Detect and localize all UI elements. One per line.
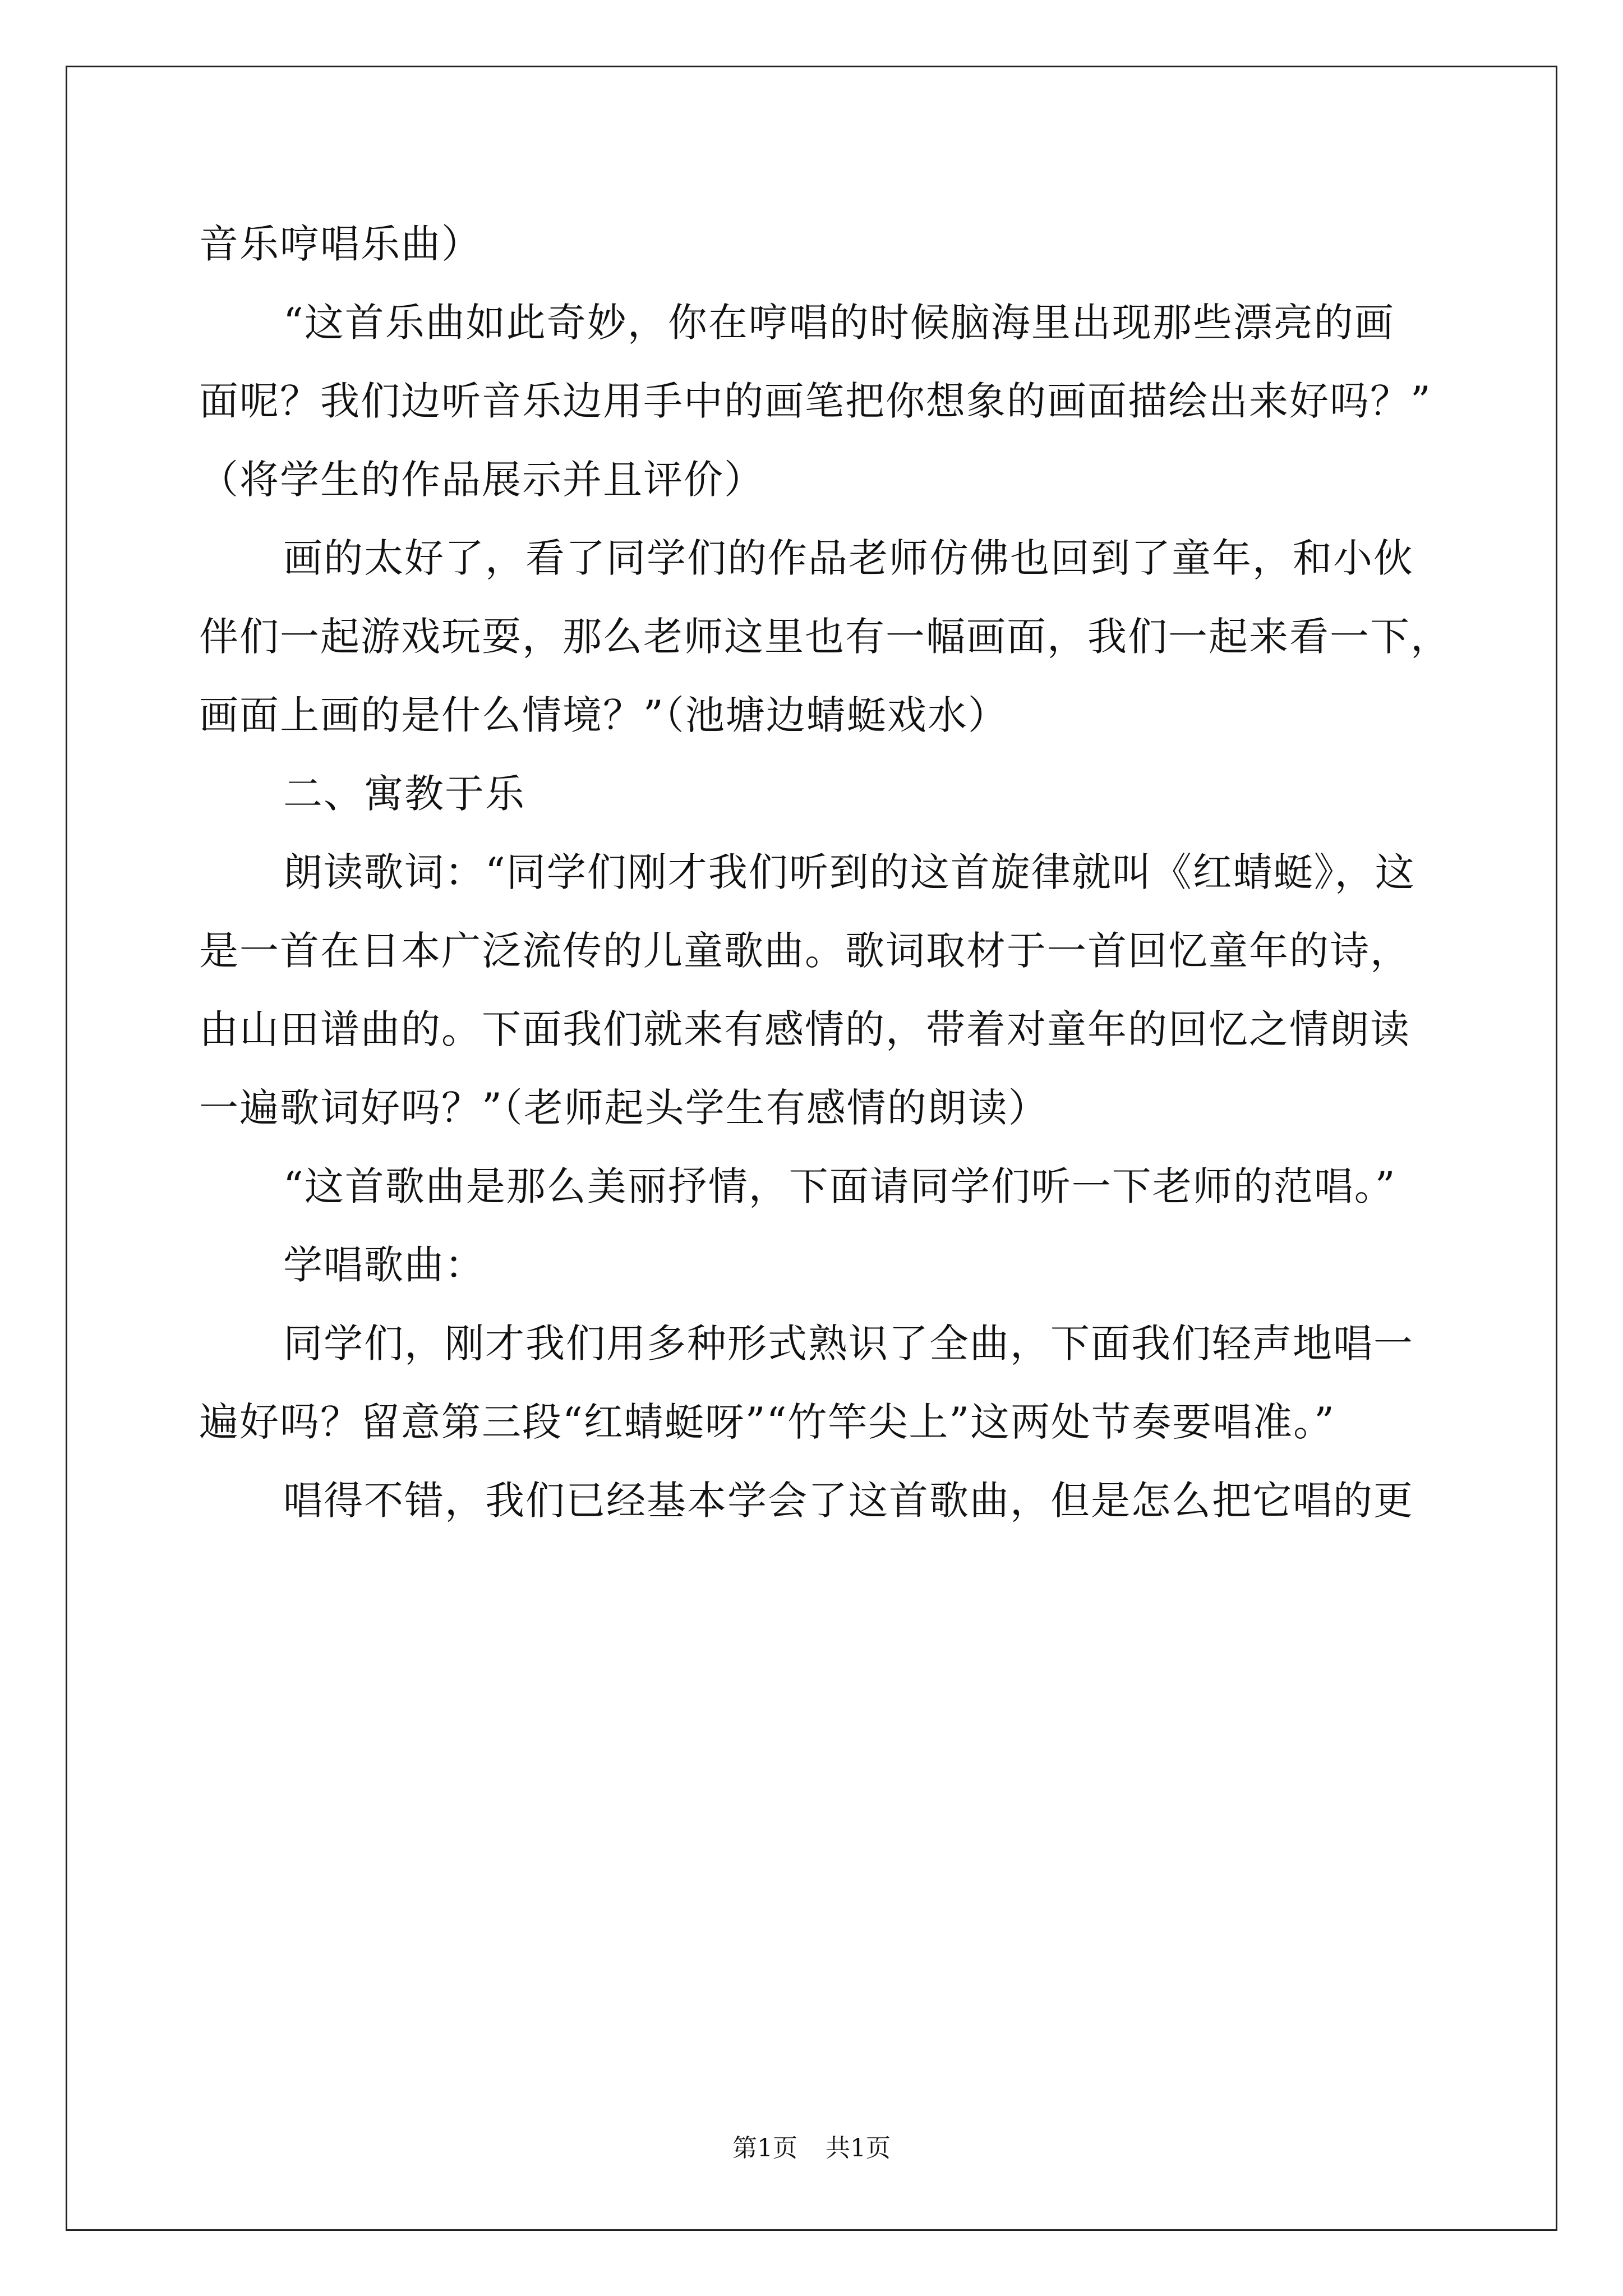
page-total: 共1页: [826, 2134, 891, 2162]
section-heading: 二、寓教于乐: [283, 771, 525, 817]
text-line: 遍好吗？留意第三段“红蜻蜓呀”“竹竿尖上”这两处节奏要唱准。”: [199, 1399, 1335, 1445]
text-line: 画面上画的是什么情境？”（池塘边蜻蜓戏水）: [199, 692, 1008, 738]
text-line: “这首歌曲是那么美丽抒情，下面请同学们听一下老师的范唱。”: [283, 1163, 1396, 1209]
text-line: 唱得不错，我们已经基本学会了这首歌曲，但是怎么把它唱的更: [283, 1478, 1414, 1524]
text-line: 一遍歌词好吗？”（老师起头学生有感情的朗读）: [199, 1085, 1049, 1131]
text-line: 同学们，刚才我们用多种形式熟识了全曲，下面我们轻声地唱一: [283, 1320, 1414, 1366]
text-line: 伴们一起游戏玩耍，那么老师这里也有一幅画面，我们一起来看一下，: [199, 614, 1451, 660]
text-line: 由山田谱曲的。下面我们就来有感情的，带着对童年的回忆之情朗读: [199, 1006, 1410, 1052]
text-line: 是一首在日本广泛流传的儿童歌曲。歌词取材于一首回忆童年的诗，: [199, 928, 1410, 974]
page-number: 第1页: [732, 2134, 797, 2162]
document-body: [199, 205, 1451, 1540]
text-line: 音乐哼唱乐曲）: [199, 221, 482, 267]
text-line: 面呢？我们边听音乐边用手中的画笔把你想象的画面描绘出来好吗？”: [199, 378, 1432, 424]
text-line: 学唱歌曲：: [283, 1242, 485, 1288]
text-line: 朗读歌词：“同学们刚才我们听到的这首旋律就叫《红蜻蜓》，这: [283, 849, 1415, 895]
text-line: 画的太好了，看了同学们的作品老师仿佛也回到了童年，和小伙: [283, 535, 1414, 581]
text-line: “这首乐曲如此奇妙，你在哼唱的时候脑海里出现那些漂亮的画: [283, 300, 1395, 346]
text-line: （将学生的作品展示并且评价）: [199, 457, 764, 503]
page-footer: [0, 2132, 1623, 2165]
